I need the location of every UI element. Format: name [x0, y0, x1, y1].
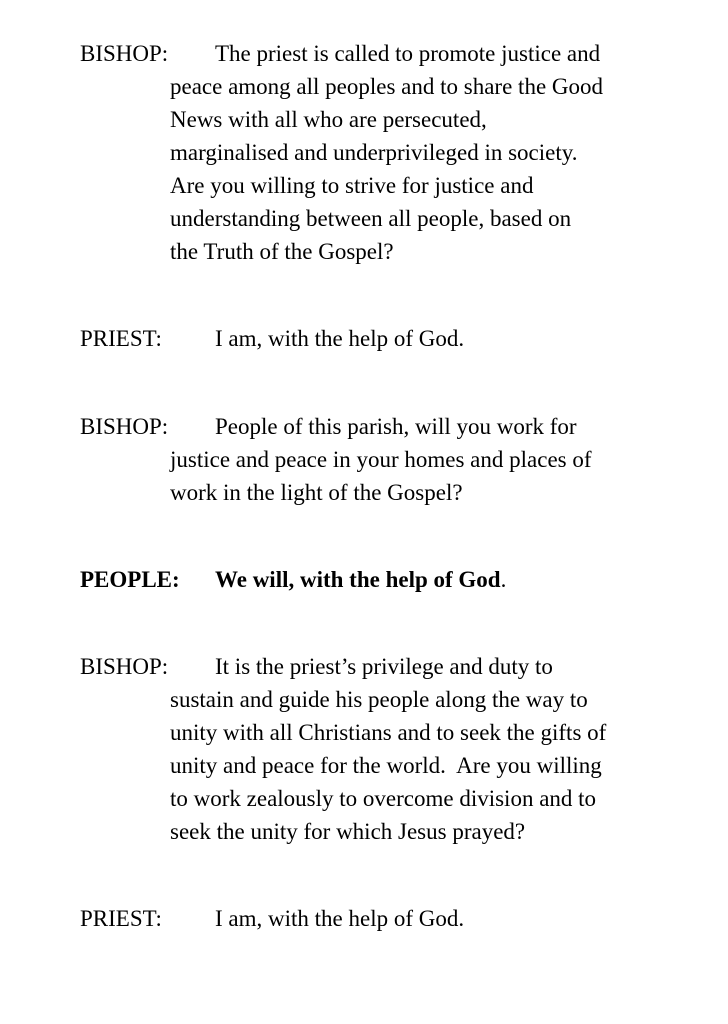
speaker-label: PRIEST: — [80, 326, 162, 351]
speaker-label: PEOPLE: — [80, 567, 180, 592]
dialogue-block-priest — [80, 322, 680, 355]
dialogue-line: work in the light of the Gospel? — [170, 480, 463, 505]
speaker-label: BISHOP: — [80, 41, 169, 66]
dialogue-line: sustain and guide his people along the way to — [170, 687, 588, 712]
dialogue-line: seek the unity for which Jesus prayed? — [170, 819, 526, 844]
dialogue-line: peace among all peoples and to share the Good — [170, 74, 604, 99]
dialogue-line: News with all who are persecuted, — [170, 107, 487, 132]
dialogue-line: I am, with the help of God. — [215, 326, 465, 351]
dialogue-line: I am, with the help of God. — [215, 906, 465, 931]
speaker-label: BISHOP: — [80, 654, 169, 679]
dialogue-line: We will, with the help of God — [215, 567, 501, 592]
dialogue-line: unity with all Christians and to seek the gifts of — [170, 720, 607, 745]
dialogue-block-bishop — [80, 650, 680, 848]
speaker-label: PRIEST: — [80, 906, 162, 931]
dialogue-line: The priest is called to promote justice and — [215, 41, 601, 66]
dialogue-line: the Truth of the Gospel? — [170, 239, 394, 264]
dialogue-block-people — [80, 563, 680, 596]
dialogue-block-bishop — [80, 37, 680, 268]
dialogue-block-priest — [80, 902, 680, 935]
trailing-punctuation: . — [500, 567, 507, 592]
dialogue-line: to work zealously to overcome division and to — [170, 786, 597, 811]
dialogue-line: marginalised and underprivileged in society. — [170, 140, 578, 165]
dialogue-line: It is the priest’s privilege and duty to — [215, 654, 553, 679]
dialogue-line: justice and peace in your homes and places of — [170, 447, 592, 472]
dialogue-line: understanding between all people, based on — [170, 206, 572, 231]
dialogue-line: Are you willing to strive for justice and — [170, 173, 534, 198]
dialogue-line: People of this parish, will you work for — [215, 414, 577, 439]
dialogue-line: unity and peace for the world. Are you willing — [170, 753, 602, 778]
dialogue-block-bishop — [80, 410, 680, 509]
speaker-label: BISHOP: — [80, 414, 169, 439]
